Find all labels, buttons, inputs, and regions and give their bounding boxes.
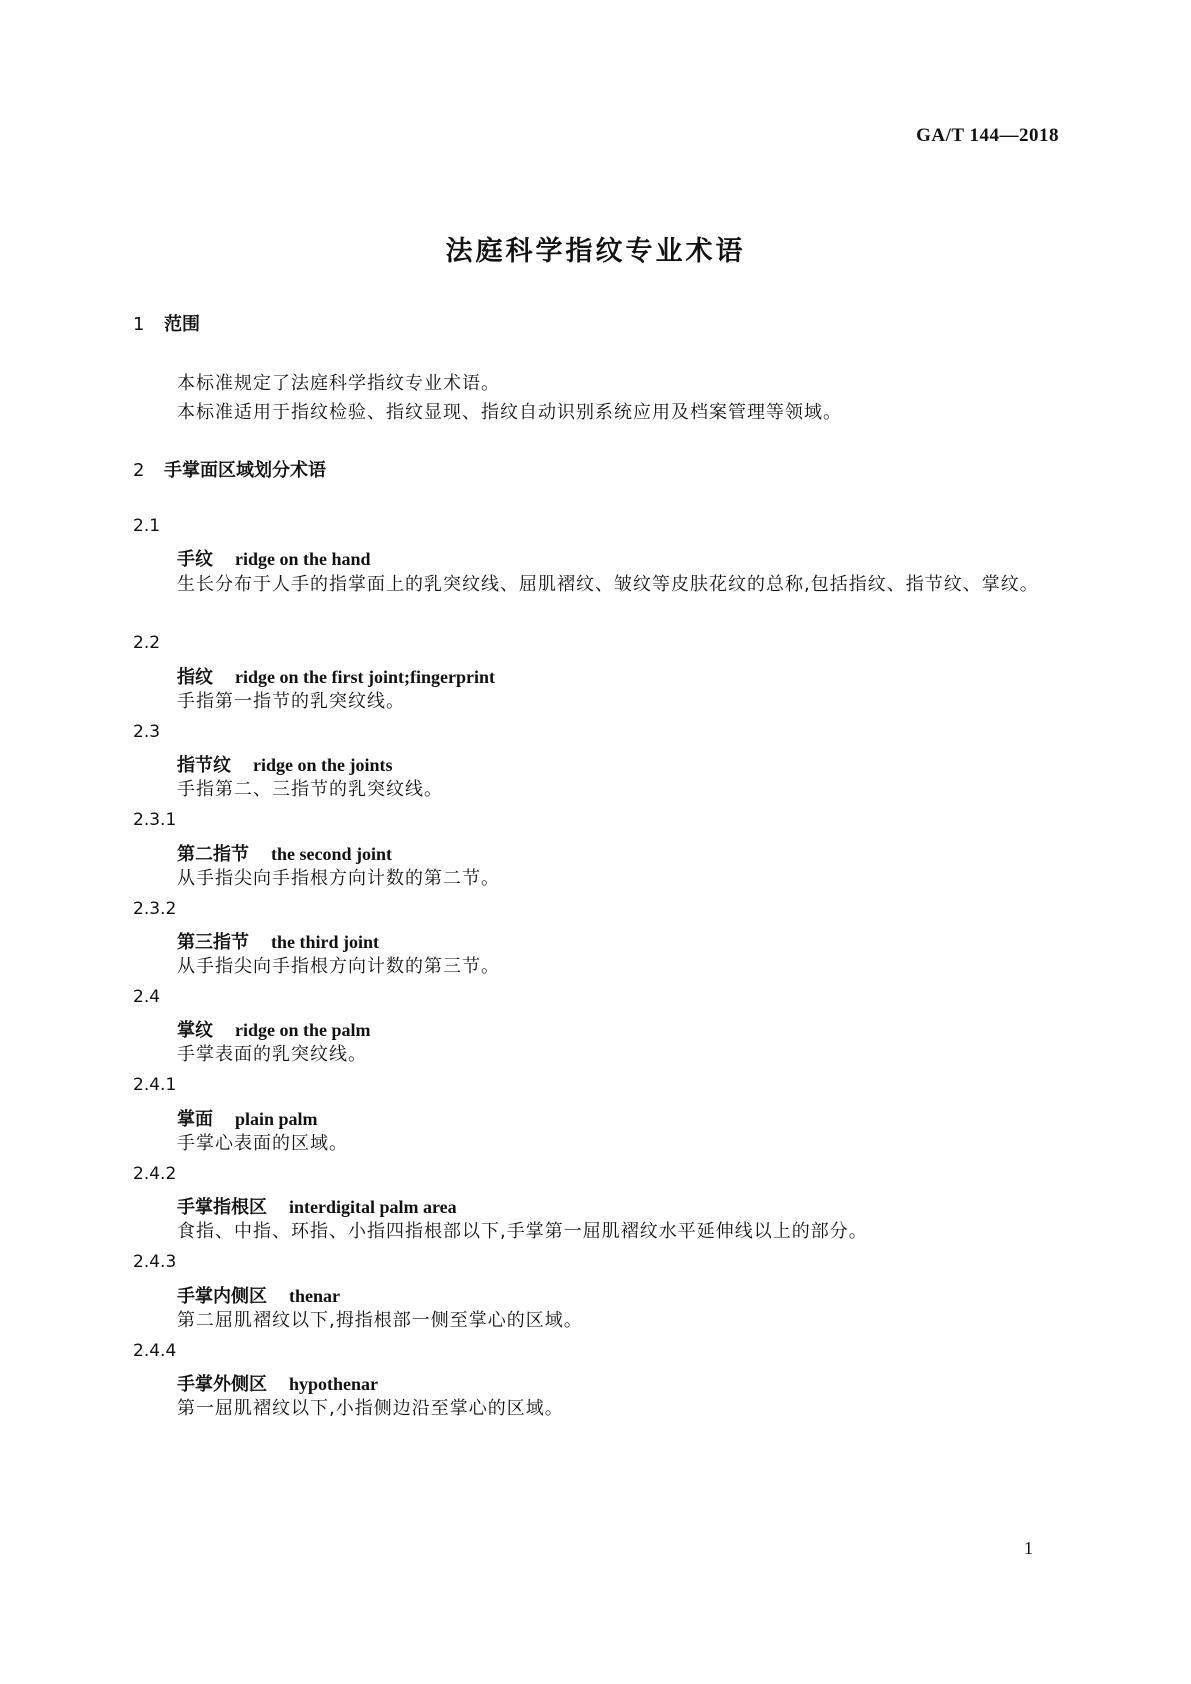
- term-definition: 第二屈肌褶纹以下,拇指根部一侧至掌心的区域。: [177, 1310, 583, 1331]
- standard-code: GA/T 144—2018: [916, 125, 1059, 146]
- page-number: 1: [1024, 1538, 1033, 1558]
- term-definition: 食指、中指、环指、小指四指根部以下,手掌第一屈肌褶纹水平延伸线以上的部分。: [177, 1221, 868, 1242]
- section-title: 范围: [164, 314, 200, 335]
- term-zh: 手掌指根区: [177, 1197, 267, 1218]
- term-zh: 掌纹: [177, 1020, 213, 1041]
- term-definition: 手掌心表面的区域。: [177, 1133, 348, 1154]
- term-number: 2.4.3: [133, 1252, 177, 1272]
- term-en: ridge on the palm: [235, 1020, 371, 1040]
- document-title: 法庭科学指纹专业术语: [445, 236, 746, 267]
- term-zh: 指节纹: [177, 755, 231, 776]
- section-number: 1: [133, 314, 145, 335]
- term-header: [177, 1282, 340, 1308]
- scope-paragraph: 本标准规定了法庭科学指纹专业术语。: [177, 373, 500, 394]
- term-number: 2.4.4: [133, 1341, 177, 1361]
- term-number: 2.3: [133, 722, 161, 742]
- term-zh: 手掌内侧区: [177, 1286, 267, 1307]
- term-header: [177, 663, 495, 689]
- section-heading-scope: [133, 310, 200, 336]
- term-en: thenar: [289, 1286, 340, 1306]
- term-header: [177, 1016, 371, 1042]
- scope-paragraph: 本标准适用于指纹检验、指纹显现、指纹自动识别系统应用及档案管理等领域。: [177, 402, 842, 423]
- term-header: [177, 840, 392, 866]
- term-en: interdigital palm area: [289, 1197, 457, 1217]
- term-number: 2.3.1: [133, 810, 177, 830]
- term-definition: 手指第一指节的乳突纹线。: [177, 691, 405, 712]
- term-zh: 第三指节: [177, 932, 249, 953]
- term-en: the second joint: [271, 844, 392, 864]
- term-definition: 手指第二、三指节的乳突纹线。: [177, 779, 443, 800]
- term-en: hypothenar: [289, 1374, 379, 1394]
- term-header: [177, 751, 393, 777]
- term-en: the third joint: [271, 932, 379, 952]
- term-definition: 第一屈肌褶纹以下,小指侧边沿至掌心的区域。: [177, 1398, 564, 1419]
- term-definition: 从手指尖向手指根方向计数的第二节。: [177, 868, 500, 889]
- term-en: ridge on the first joint;fingerprint: [235, 667, 495, 687]
- term-zh: 掌面: [177, 1109, 213, 1130]
- term-zh: 第二指节: [177, 844, 249, 865]
- term-definition: 手掌表面的乳突纹线。: [177, 1044, 367, 1065]
- term-header: [177, 545, 371, 571]
- term-en: ridge on the hand: [235, 549, 371, 569]
- term-zh: 手纹: [177, 549, 213, 570]
- term-number: 2.3.2: [133, 899, 177, 919]
- term-number: 2.4.2: [133, 1164, 177, 1184]
- term-number: 2.2: [133, 633, 161, 653]
- term-header: [177, 928, 379, 954]
- term-header: [177, 1370, 378, 1396]
- section-number: 2: [133, 460, 145, 481]
- section-heading-palm-regions: [133, 456, 326, 482]
- term-zh: 手掌外侧区: [177, 1374, 267, 1395]
- term-number: 2.1: [133, 516, 161, 536]
- term-definition: 从手指尖向手指根方向计数的第三节。: [177, 956, 500, 977]
- term-number: 2.4: [133, 987, 161, 1007]
- section-title: 手掌面区域划分术语: [164, 460, 326, 481]
- term-header: [177, 1193, 457, 1219]
- term-zh: 指纹: [177, 667, 213, 688]
- term-number: 2.4.1: [133, 1075, 177, 1095]
- term-definition: 生长分布于人手的指掌面上的乳突纹线、屈肌褶纹、皱纹等皮肤花纹的总称,包括指纹、指节纹、掌纹。: [177, 574, 1039, 595]
- term-header: [177, 1105, 318, 1131]
- term-en: ridge on the joints: [253, 755, 393, 775]
- term-en: plain palm: [235, 1109, 318, 1129]
